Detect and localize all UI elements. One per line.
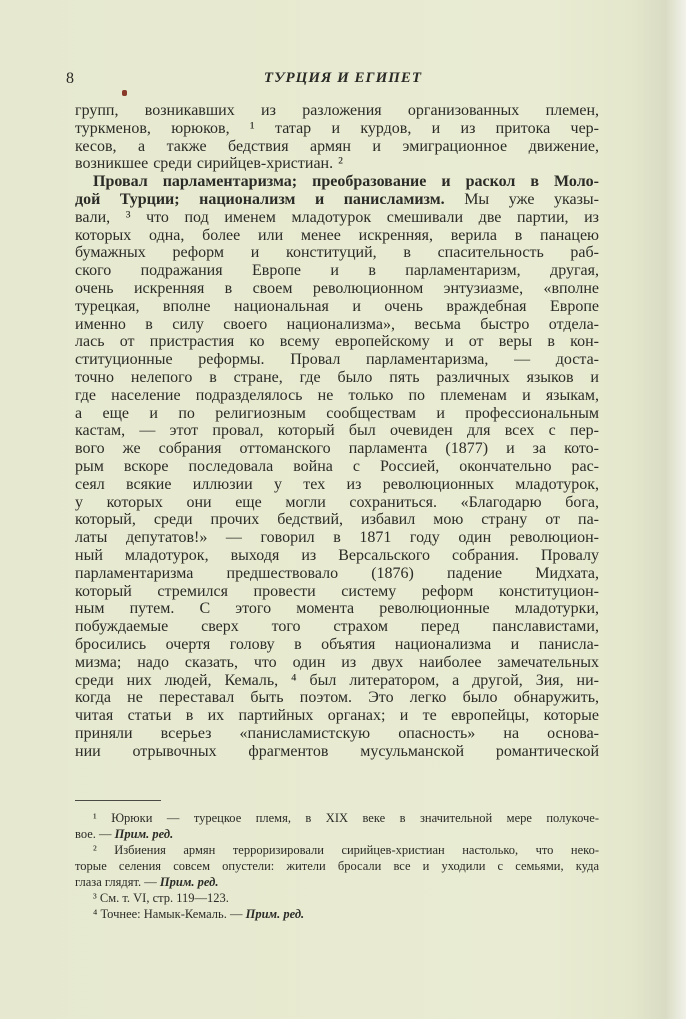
- line-text: бумажных реформ и конституций, в спасительность раб-: [75, 244, 599, 262]
- line-text: очень искренняя в своем революционном энтузиазме, «вполне: [75, 279, 599, 297]
- line-text: которых одна, более или менее искренняя, верила в панацею: [75, 226, 599, 244]
- line-text: глаза глядят. —: [75, 875, 160, 889]
- footnote-rule: [75, 800, 161, 801]
- line-text: где население подразделялось не только по племенам и языкам,: [75, 386, 599, 404]
- text-line: [75, 743, 599, 761]
- text-line: [75, 120, 599, 138]
- line-text: ституционные реформы. Провал парламентаризма, — доста-: [75, 351, 599, 369]
- text-line: [75, 440, 599, 458]
- text-line: [75, 209, 599, 227]
- text-line: [75, 618, 599, 636]
- text-line: [75, 155, 599, 173]
- text-line: [75, 565, 599, 583]
- text-line: [75, 227, 599, 245]
- line-text: кастам, — этот провал, который был очевиден для всех с пер-: [75, 422, 599, 440]
- line-text: сеял всякие иллюзии у тех из революционных младотурок,: [75, 475, 599, 493]
- text-line: [75, 672, 599, 690]
- ink-mark: [122, 90, 127, 96]
- line-text: вое. —: [75, 827, 115, 841]
- text-line: [75, 636, 599, 654]
- page-number: 8: [66, 70, 74, 87]
- line-text: ¹ Юрюки — турецкое племя, в XIX веке в значительной мере полукоче-: [93, 811, 599, 825]
- line-text: приняли всерьез «панисламистскую опасность» на основа-: [75, 724, 599, 742]
- text-line: [75, 547, 599, 565]
- text-line: [75, 476, 599, 494]
- footnote-line: [75, 810, 599, 826]
- line-text: точно нелепого в стране, где было пять различных языков и: [75, 368, 599, 386]
- text-line: [75, 654, 599, 672]
- line-text: кесов, а также бедствия армян и эмиграционное движение,: [75, 137, 599, 155]
- text-line: [75, 191, 599, 209]
- text-line: [75, 262, 599, 280]
- running-title: ТУРЦИЯ И ЕГИПЕТ: [263, 70, 423, 86]
- line-text: ⁴ Точнее: Намык-Кемаль. —: [93, 907, 246, 921]
- line-text: ского подражания Европе и в парламентаризм, другая,: [75, 262, 599, 280]
- line-text: вого же собрания оттоманского парламента (1877) и за кото-: [75, 440, 599, 458]
- line-text: бросились очертя голову в объятия национализма и панисла-: [75, 635, 599, 653]
- footnote-line: [75, 842, 599, 858]
- footnotes: [75, 810, 599, 922]
- bold-heading: Провал парламентаризма; преобразование и раскол в Моло-: [93, 173, 599, 191]
- footnote-line: [75, 890, 599, 906]
- text-line: [75, 458, 599, 476]
- text-line: [75, 369, 599, 387]
- text-line: [75, 494, 599, 512]
- line-text: именно в силу своего национализма», весьма быстро отдела-: [75, 315, 599, 333]
- line-text: лась от пристрастия ко всему европейскому и от веры в кон-: [75, 333, 599, 351]
- text-line: [75, 316, 599, 334]
- text-line: [75, 244, 599, 262]
- text-line: [75, 351, 599, 369]
- line-text: латы депутатов!» — говорил в 1871 году один революцион-: [75, 529, 599, 547]
- text-line: [75, 138, 599, 156]
- line-text: вали, ³ что под именем младотурок смешивали две партии, из: [75, 208, 599, 226]
- line-text: ный младотурок, выходя из Версальского собрания. Провалу: [75, 546, 599, 564]
- text-line: [75, 511, 599, 529]
- body-text: [75, 102, 599, 760]
- line-text: а еще и по религиозным сообществам и профессиональным: [75, 404, 599, 422]
- line-text: у которых они еще могли сохраниться. «Благодарю бога,: [75, 493, 599, 511]
- line-text: групп, возникавших из разложения организованных племен,: [75, 102, 599, 119]
- text-line: [75, 298, 599, 316]
- text-line: [75, 707, 599, 725]
- text-line: [75, 583, 599, 601]
- text-line: [75, 689, 599, 707]
- line-text: туркменов, юрюков, ¹ татар и курдов, и из притока чер-: [75, 119, 599, 137]
- editor-note: Прим. ред.: [159, 875, 219, 889]
- footnote-line: [75, 906, 599, 922]
- text-line: [75, 280, 599, 298]
- text-line: [75, 422, 599, 440]
- line-text: парламентаризма предшествовало (1876) падение Мидхата,: [75, 564, 599, 582]
- line-text: торые селения совсем опустели: жители бросали все и уходили с семьями, куда: [75, 859, 599, 873]
- editor-note: Прим. ред.: [245, 907, 305, 921]
- text-line: [75, 173, 599, 191]
- text-line: [75, 333, 599, 351]
- line-text: Мы уже указы-: [444, 190, 599, 208]
- text-line: [75, 529, 599, 547]
- editor-note: Прим. ред.: [114, 827, 174, 841]
- line-text: мизма; надо сказать, что один из двух наиболее замечательных: [75, 653, 599, 671]
- line-text: ² Избиения армян терроризировали сирийцев-христиан настолько, что неко-: [93, 843, 599, 857]
- text-line: [75, 600, 599, 618]
- line-text: который стремился провести систему реформ конституцион-: [75, 582, 599, 600]
- line-text: когда не переставал быть поэтом. Это легко было обнаружить,: [75, 689, 599, 707]
- line-text: среди них людей, Кемаль, ⁴ был литератором, а другой, Зия, ни-: [75, 671, 599, 689]
- line-text: который, среди прочих бедствий, избавил мою страну от па-: [75, 511, 599, 529]
- footnote-line: [75, 874, 599, 890]
- line-text: турецкая, вполне национальная и очень враждебная Европе: [75, 297, 599, 315]
- line-text: ³ См. т. VI, стр. 119—123.: [93, 891, 229, 905]
- footnote-line: [75, 826, 599, 842]
- line-text: побуждаемые сверх того страхом перед панславистами,: [75, 618, 599, 636]
- line-text: читая статьи в их партийных органах; и те европейцы, которые: [75, 707, 599, 725]
- footnote-line: [75, 858, 599, 874]
- line-text: рым вскоре последовала война с Россией, окончательно рас-: [75, 457, 599, 475]
- line-text: нии отрывочных фрагментов мусульманской романтической: [75, 742, 599, 760]
- line-text: ным путем. С этого момента революционные младотурки,: [75, 600, 599, 618]
- text-line: [75, 725, 599, 743]
- line-text: возникшее среди сирийцев-христиан. ²: [75, 155, 343, 173]
- bold-heading: дой Турции; национализм и панисламизм.: [75, 190, 445, 208]
- text-line: [75, 405, 599, 423]
- text-line: [75, 102, 599, 120]
- text-line: [75, 387, 599, 405]
